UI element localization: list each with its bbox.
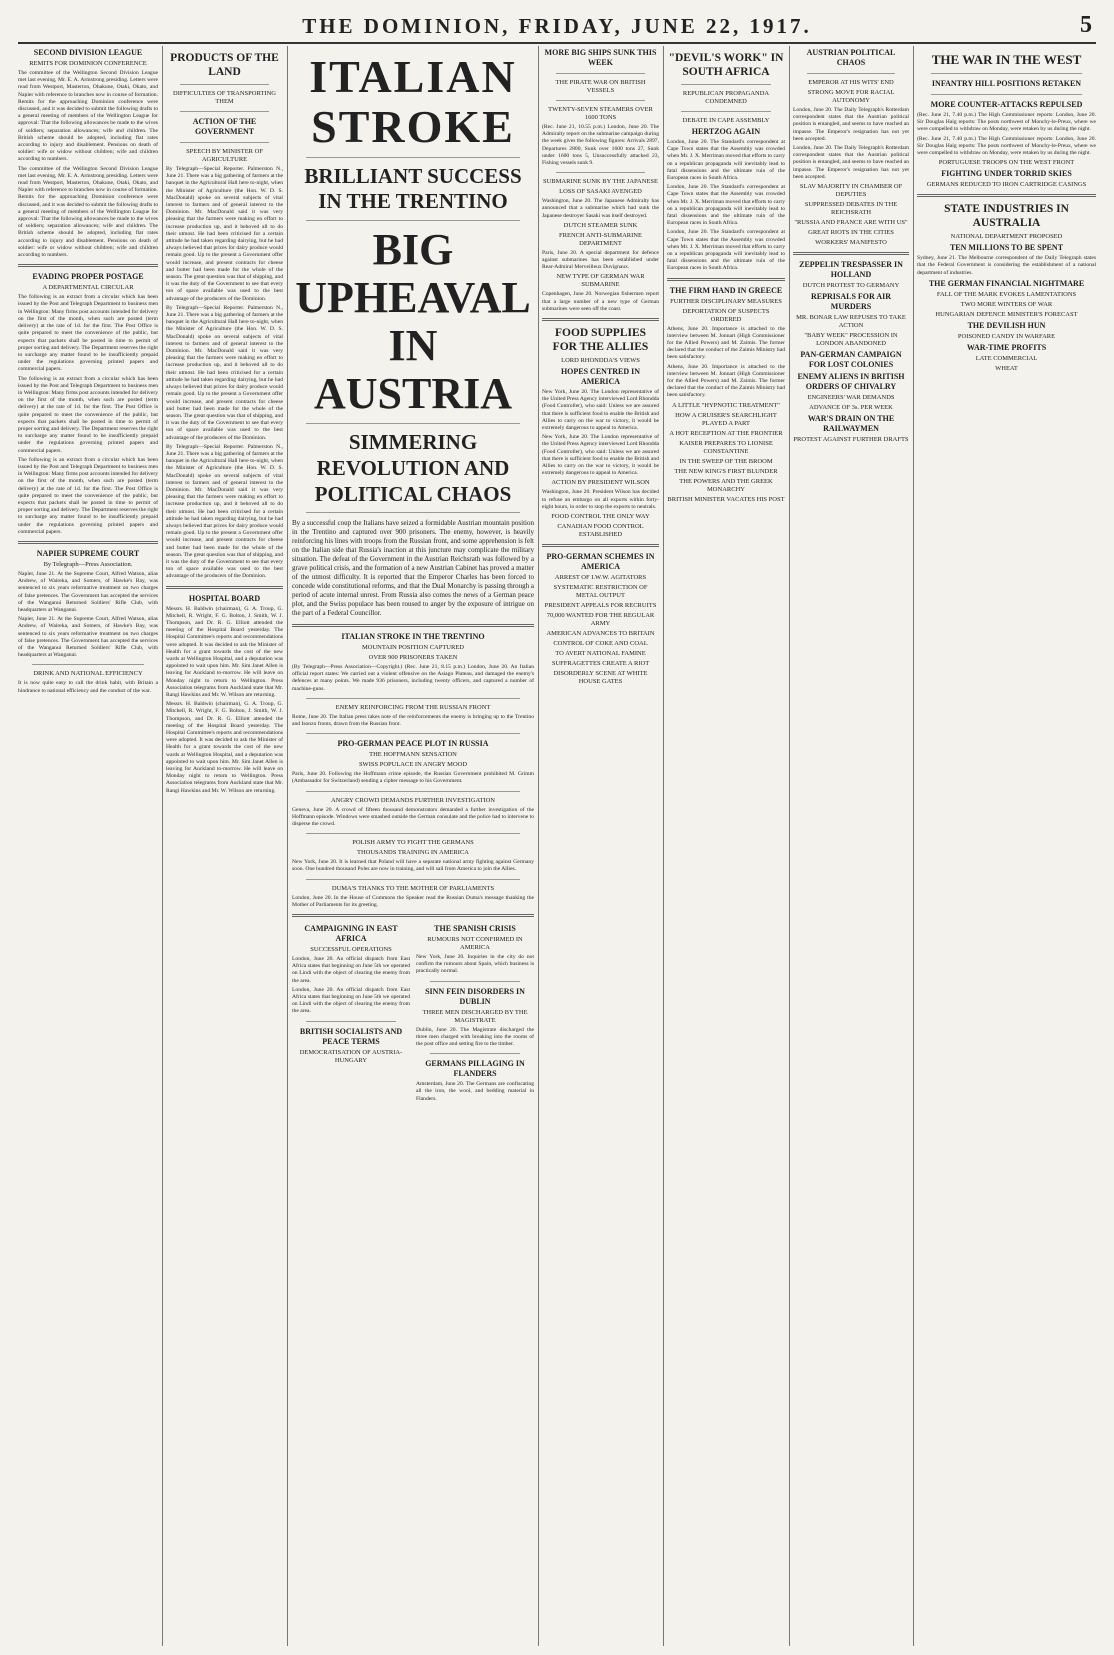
headline: SLAV MAJORITY IN CHAMBER OF DEPUTIES <box>799 183 903 199</box>
headline: ENEMY ALIENS IN BRITISH ORDERS OF CHIVALRY <box>797 372 905 392</box>
headline: WORKERS' MANIFESTO <box>815 239 887 247</box>
article-body: The committee of the Wellington Second Division League met last evening, Mr. E. A. Armstrong presiding. Letters were read from Westport, Masterton, Ohakune, Otaki, Okato, and Napier with reference to branches now in course of formation. Remits for the approaching Dominion conference were discussed, and it was decided to submit the following drafts to a general meeting of members of the Wellington League for approval: That the following allowances be made to the wives of soldiers; separation allowances; wife and children. The British scheme should be adopted, including flat rates according to injury and disablement. Pensions on death of soldier: wife or widow without children; wife and children according to numbers. <box>18 70 158 163</box>
subheadline: SUPPRESSED DEBATES IN THE REICHSRATH <box>804 201 898 217</box>
article-body: The following is an extract from a circular which has been issued by the Post and Telegraph Department to business men in Wellington: Many firms post accounts intended for delivery on the first of the month, when such are posted (term delivery) at the rate of 1d. for the first. The Post Office is quite prepared to meet the convenience of the public, but expects that packets shall be posted in time to permit of proper sorting and delivery. The Department reserves the right to surcharge any matter found to be insufficiently prepaid under the regulations governing printed papers and commercial papers. <box>18 456 158 535</box>
headline: MORE BIG SHIPS SUNK THIS WEEK <box>544 48 657 67</box>
subheadline: LOSS OF SASAKI AVENGED <box>559 188 642 196</box>
article-body: London, June 20. The Standard's correspondent at Cape Town states that the Assembly was crowded when Mr. J. X. Merriman moved that efforts to carry on a republican propaganda will inevitably lead to fatal dissensions and the ultimate ruin of the European races in South Africa. <box>667 139 785 182</box>
headline: SUBMARINE SUNK BY THE JAPANESE <box>543 178 658 186</box>
column-3 <box>292 46 534 1646</box>
article-body: By Telegraph—Special Reporter. Palmerston N., June 21. There was a big gathering of farmers at the banquet in the Agricultural Hall here to-night, when the Minister of Agriculture (the Hon. W. D. S. MacDonald) spoke on several subjects of vital interest to farmers and of general interest to the Dominion. Mr. MacDonald said it was very pleasing that the farmers were making en effort to increase production up, and it behoved all to do their utmost. He had been criticised for a certain attitude he had taken regarding dairying, but he had always believed that prices for dairy produce would remain good. Up to the present a Government offer would increase, and present contracts for cheese and butter had been made for the whole of the season. The great question was that of shipping, and it was the duty of the Government to see that every ton of space available was used to the best advantage of the producers of the Dominion. <box>166 443 283 580</box>
headline: PAN-GERMAN CAMPAIGN FOR LOST COLONIES <box>800 350 902 370</box>
column-6 <box>793 46 909 1646</box>
subheadline: ARREST OF I.W.W. AGITATORS <box>554 574 647 582</box>
article-body: Paris, June 20. Following the Hoffmann crime episode, the Russian Government prohibited M. Grimm (Ambassador for Switzerland) sending a cipher message to his Government. <box>292 771 534 785</box>
subheadline: HUNGARIAN DEFENCE MINISTER'S FORECAST <box>935 310 1078 318</box>
subheadline: DEPORTATION OF SUSPECTS ORDERED <box>682 307 770 323</box>
subheadline: SUCCESSFUL OPERATIONS <box>310 946 392 954</box>
divider <box>793 252 909 255</box>
article-body: By Telegraph—Special Reporter. Palmerston N., June 21. There was a big gathering of farmers at the banquet in the Agricultural Hall here to-night, when the Minister of Agriculture (the Hon. W. D. S. MacDonald) spoke on several subjects of vital interest to farmers and of general interest to the Dominion. Mr. MacDonald said it was very pleasing that the farmers were making en effort to increase production up, and it behoved all to do their utmost. He had been criticised for a certain attitude he had taken regarding dairying, but he had always believed that prices for dairy produce would remain good. Up to the present a Government offer would increase, and present contracts for cheese and butter had been made for the whole of the season. The great question was that of shipping, and it was the duty of the Government to see that every ton of space available was used to the best advantage of the producers of the Dominion. <box>166 304 283 441</box>
subheadline: MR. BONAR LAW REFUSES TO TAKE ACTION <box>796 314 906 330</box>
headline: GERMANS REDUCED TO IRON CARTRIDGE CASINGS <box>926 181 1087 189</box>
article-body: New York, June 20. Inquiries in the city do not confirm the rumours about Spain, which business is practically normal. <box>416 954 534 975</box>
article-body: Sydney, June 21. The Melbourne correspondent of the Daily Telegraph states that the Federal Government is considering the establishment of a national department of industries. <box>917 255 1096 276</box>
divider <box>556 100 645 101</box>
divider <box>180 142 269 143</box>
column-rule <box>663 46 664 1646</box>
article-body: Copenhagen, June 20. Norwegian fishermen report that a large number of a new type of German submarines were seen off the coast. <box>542 291 659 312</box>
subheadline: ADVANCE OF 3s. PER WEEK <box>809 404 893 412</box>
subheadline: DEBATE IN CAPE ASSEMBLY <box>682 117 770 124</box>
headline: A HOT RECEPTION AT THE FRONTIER <box>669 429 783 437</box>
subheadline: 70,000 WANTED FOR THE REGULAR ARMY <box>546 612 655 628</box>
subcolumn-left <box>292 922 410 1105</box>
masthead-title: THE DOMINION, FRIDAY, JUNE 22, 1917. <box>302 14 812 38</box>
article-body: London, June 20. The Daily Telegraph's Rotterdam correspondent states that the Austrian political position is entangled, and seems to have reached an impasse. The Emperor's resignation has not yet been accepted. <box>793 145 909 180</box>
headline: ENGINEERS' WAR DEMANDS <box>807 394 895 402</box>
divider <box>306 423 520 424</box>
article-body: London, June 20. An official dispatch from East Africa states that beginning on June 5th we operated on Lindi with the object of clearing the enemy from the area. <box>292 986 410 1015</box>
subheadline: OVER 900 PRISONERS TAKEN <box>368 654 458 661</box>
subheadline: DISORDERLY SCENE AT WHITE HOUSE GATES <box>553 670 648 686</box>
headline: KAISER PREPARES TO LIONISE CONSTANTINE <box>679 439 773 455</box>
divider <box>430 981 520 982</box>
subheadline: THOUSANDS TRAINING IN AMERICA <box>356 849 469 857</box>
headline: IN THE SWEEP OF THE BROOM <box>679 457 773 465</box>
divider <box>430 1053 520 1054</box>
divider <box>807 73 895 74</box>
subheadline: HOW A CRUISER'S SEARCHLIGHT PLAYED A PART <box>675 411 777 427</box>
article-body: Athens, June 20. Importance is attached to the interview between M. Jonnart (High Commissioner for the Allied Powers) and M. Zaimis. The former declared that the conduct of the Zaimis Ministry had been satisfactory. <box>667 363 785 399</box>
article-body: London, June 20. An official dispatch from East Africa states that beginning on June 5th we operated on Lindi with the object of clearing the enemy from the area. <box>292 956 410 984</box>
subheadline: NATIONAL DEPARTMENT PROPOSED <box>950 233 1063 241</box>
headline: THE POWERS AND THE GREEK MONARCHY <box>679 477 773 493</box>
subheadline: SPEECH BY MINISTER OF AGRICULTURE <box>186 148 263 163</box>
headline: EVADING PROPER POSTAGE <box>32 272 144 282</box>
headline: FOOD CONTROL THE ONLY WAY <box>551 513 650 521</box>
headline: BRITISH SOCIALISTS AND PEACE TERMS <box>299 1026 403 1046</box>
headline: "RUSSIA AND FRANCE ARE WITH US" <box>794 219 908 227</box>
subheadline: GREAT RIOTS IN THE CITIES <box>808 229 894 237</box>
headline: A LITTLE "HYPNOTIC TREATMENT" <box>672 401 780 409</box>
divider <box>306 220 520 221</box>
column-2 <box>166 46 283 1646</box>
headline: CAMPAIGNING IN EAST AFRICA <box>304 924 398 944</box>
subheadline: FALL OF THE MARK EVOKES LAMENTATIONS <box>936 290 1077 298</box>
headline: FOOD SUPPLIES FOR THE ALLIES <box>552 327 649 353</box>
headline: DUTCH STEAMER SUNK <box>563 221 638 229</box>
headline: THE GERMAN FINANCIAL NIGHTMARE <box>928 278 1085 288</box>
divider <box>306 157 520 158</box>
column-4 <box>542 46 659 1646</box>
headline: LATE COMMERCIAL <box>975 354 1038 362</box>
divider <box>917 194 1096 197</box>
headline: NEW TYPE OF GERMAN WAR SUBMARINE <box>556 273 645 289</box>
subheadline: INFANTRY HILL POSITIONS RETAKEN <box>931 79 1082 88</box>
article-body: London, June 20. In the House of Commons the Speaker read the Russian Duma's message thanking the Mother of Parliaments for its greeting. <box>292 894 534 908</box>
divider <box>306 791 520 792</box>
divider <box>542 318 659 321</box>
subheadline: PROTEST AGAINST FURTHER DRAFTS <box>793 436 909 444</box>
column-rule <box>162 46 163 1646</box>
divider <box>306 512 520 513</box>
subheadline: WHEAT <box>995 364 1018 372</box>
headline: DRINK AND NATIONAL EFFICIENCY <box>33 670 143 678</box>
subheadline: DEMOCRATISATION OF AUSTRIA-HUNGARY <box>299 1048 403 1064</box>
subheadline: ACTION OF THE GOVERNMENT <box>192 117 257 136</box>
headline: ENEMY REINFORCING FROM THE RUSSIAN FRONT <box>335 703 491 711</box>
divider <box>32 664 144 665</box>
divider <box>542 544 659 547</box>
headline: AMERICAN ADVANCES TO BRITAIN <box>546 630 655 638</box>
article-body: London, June 20. The Standard's correspondent at Cape Town states that the Assembly was crowded when Mr. J. X. Merriman moved that efforts to carry on a republican propaganda will inevitably lead to fatal dissensions and the ultimate ruin of the European races in South Africa. <box>667 229 785 272</box>
headline: HOSPITAL BOARD <box>188 593 261 603</box>
article-body: New York, June 20. The London representative of the United Press Agency interviewed Lord Rhondda (Food Controller), who said: Unless we are assured that there is sufficient food to enable the British and Allies to carry on the war to victory, it would be extremely dangerous to appeal to America. <box>542 434 659 477</box>
article-body: London, June 20. The Standard's correspondent at Cape Town states that the Assembly was crowded when Mr. J. X. Merriman moved that efforts to carry on a republican propaganda will inevitably lead to fatal dissensions and the ultimate ruin of the European races in South Africa. <box>667 184 785 227</box>
divider <box>306 1021 396 1022</box>
headline: ZEPPELIN TRESPASSER IN HOLLAND <box>799 260 903 280</box>
divider <box>681 111 771 112</box>
headline: TWO MORE WINTERS OF WAR <box>960 300 1053 308</box>
subheadline: TO AVERT NATIONAL FAMINE <box>555 650 646 658</box>
headline: PORTUGUESE TROOPS ON THE WEST FRONT <box>938 159 1075 167</box>
headline: AUSTRIAN POLITICAL CHAOS <box>806 48 896 67</box>
headline: SYSTEMATIC RESTRICTION OF METAL OUTPUT <box>553 584 648 600</box>
lead-paragraph: By a successful coup the Italians have seized a formidable Austrian mountain position in the Trentino and captured over 900 prisoners. The enemy, however, is heavily reinforcing his lines with troops from the Russian front, and some apprehension is felt on the Italian side that Russia's inaction at this juncture may complicate the military situation. The defeat of the Government in the Austrian Reichsrath was followed by a grave political crisis, and the formation of a new Austrian Cabinet has proved a matter of the utmost difficulty. It is reported that the Emperor Charles has been forced to concede wide constitutional reforms, and that the Dual Monarchy is passing through a period of acute internal unrest. From Russia also comes the news of a German peace plot, and the Swiss populace has been roused to anger by the exposure of intrigue on the part of a Federal Councillor. <box>292 519 534 617</box>
headline: PRESIDENT APPEALS FOR RECRUITS <box>544 602 657 610</box>
subheadline: LORD RHONDDA'S VIEWS <box>561 357 640 365</box>
divider <box>306 879 520 880</box>
headline: THE WAR IN THE WEST <box>931 52 1082 67</box>
headline: ACTION BY PRESIDENT WILSON <box>551 479 650 487</box>
subheadline: TWENTY-SEVEN STEAMERS OVER 1600 TONS <box>548 106 653 121</box>
column-rule <box>287 46 288 1646</box>
headline: PRODUCTS OF THE LAND <box>170 52 279 78</box>
headline: FIGHTING UNDER TORRID SKIES <box>941 169 1072 179</box>
subheadline: POISONED CANDY IN WARFARE <box>957 332 1056 340</box>
article-body: Dublin, June 20. The Magistrate discharged the three men charged with breaking into the rooms of the post office and setting fire to the timber. <box>416 1026 534 1048</box>
article-body: (By Telegraph—Press Association—Copyright.) (Rec. June 21, 8.15 p.m.) London, June 20. An Italian official report states: We carried out a violent offensive on the Asiago Plateau, and damaged the enemy's defences at many points. We made 936 prisoners, including twenty officers, and captured a number of machine-guns. <box>292 664 534 692</box>
headline: BRILLIANT SUCCESS IN THE TRENTINO <box>304 164 522 213</box>
headline: THE NEW KING'S FIRST BLUNDER <box>674 467 778 475</box>
headline: POLISH ARMY TO FIGHT THE GERMANS <box>352 839 474 847</box>
divider <box>180 111 269 112</box>
column-rule <box>789 46 790 1646</box>
headline: SUFFRAGETTES CREATE A RIOT <box>551 660 650 668</box>
column-5 <box>667 46 785 1646</box>
subheadline: By Telegraph—Press Association. <box>43 560 133 568</box>
headline: GERMANS PILLAGING IN FLANDERS <box>425 1059 525 1079</box>
subheadline: REMITS FOR DOMINION CONFERENCE <box>29 60 147 67</box>
article-body: Napier, June 21. At the Supreme Court, Alfred Watson, alias Andrew, of Waireka, and Somers, of Hawke's Bay, was sentenced to six years reformative treatment on two charges of false pretences. The Government has accepted the services of the Wanganui Returned Soldiers' Rifle Club, with headquarters at Wanganui. <box>18 570 158 613</box>
divider <box>18 541 158 544</box>
headline: "DEVIL'S WORK" IN SOUTH AFRICA <box>668 52 784 78</box>
headline: NAPIER SUPREME COURT <box>36 548 140 558</box>
subheadline: THE HOFFMANN SENSATION <box>369 751 457 759</box>
article-body: By Telegraph—Special Reporter. Palmerston N., June 21. There was a big gathering of farmers at the banquet in the Agricultural Hall here to-night, when the Minister of Agriculture (the Hon. W. D. S. MacDonald) spoke on several subjects of vital interest to farmers and of general interest to the Dominion. Mr. MacDonald said it was very pleasing that the farmers were making en effort to increase production up, and it behoved all to do their utmost. He had been criticised for a certain attitude he had taken regarding dairying, but he had always believed that prices for dairy produce would remain good. Up to the present a Government offer would increase, and present contracts for cheese and butter had been made for the whole of the season. The great question was that of shipping, and it was the duty of the Government to see that every ton of space available was used to the best advantage of the producers of the Dominion. <box>166 166 283 302</box>
headline: ITALIAN STROKE IN THE TRENTINO <box>341 632 485 641</box>
article-body: Messrs. H. Baldwin (chairman), G. A. Troup, G. Mitchell, R. Wright, F. G. Bolton, J. Smith, W. J. Thompson, and Dr. R. G. Elliott attended the meeting of the Hospital Board yesterday. The Hospital Committee's reports and recommendations were adopted. It was decided to ask the Minister of Health for a grant towards the cost of the new wards at Wellington Hospital, and a deputation was appointed to wait upon him. Mr. Sim Janet Allen is leaving for Auckland to-morrow. He will leave on Monday night to return to Wellington. Press Association telegrams from Auckland state that Mr. Rangi Hawkins and Mr. W. Wilson are returning. <box>166 701 283 794</box>
subheadline: MORE COUNTER-ATTACKS REPULSED <box>930 100 1083 109</box>
headline: STATE INDUSTRIES IN AUSTRALIA <box>944 203 1069 229</box>
headline: BIG UPHEAVAL IN AUSTRIA <box>295 225 531 418</box>
column-7 <box>917 46 1096 1646</box>
headline: ANGRY CROWD DEMANDS FURTHER INVESTIGATION <box>330 796 496 804</box>
headline: WAR'S DRAIN ON THE RAILWAYMEN <box>807 414 895 434</box>
article-body: New York, June 20. The London representative of the United Press Agency interviewed Lord Rhondda (Food Controller), who said: Unless we are assured that there is sufficient food to enable the British and Allies to carry on the war to victory, it would be extremely dangerous to appeal to America. <box>542 389 659 432</box>
article-body: New York, June 20. It is learned that Poland will have a separate national army fighting against Germany soon. One hundred thousand Poles are now in training, and will sail from America to join the Allies. <box>292 859 534 873</box>
subheadline: REPUBLICAN PROPAGANDA CONDEMNED <box>682 90 770 105</box>
article-body: Messrs. H. Baldwin (chairman), G. A. Troup, G. Mitchell, R. Wright, F. G. Bolton, J. Smith, W. J. Thompson, and Dr. R. G. Elliott attended the meeting of the Hospital Board yesterday. The Hospital Committee's reports and recommendations were adopted. It was decided to ask the Minister of Health for a grant towards the cost of the new wards at Wellington Hospital, and a deputation was appointed to wait upon him. Mr. Sim Janet Allen is leaving for Auckland to-morrow. He will leave on Monday night to return to Wellington. Press Association telegrams from Auckland state that Mr. Rangi Hawkins and Mr. W. Wilson are returning. <box>166 605 283 699</box>
subheadline: FURTHER DISCIPLINARY MEASURES <box>670 297 782 305</box>
divider <box>306 833 520 834</box>
column-rule <box>538 46 539 1646</box>
headline: PRO-GERMAN SCHEMES IN AMERICA <box>546 552 655 572</box>
article-body: (Rec. June 21, 7.40 p.m.) The High Commissioner reports: London, June 20. Sir Douglas Haig reports: The posts northwest of Monchy-le-Preux, where we were compelled to withdraw on Monday, were retaken by us during the night. <box>917 112 1096 133</box>
subheadline: HOPES CENTRED IN AMERICA <box>560 367 641 387</box>
article-body: (Rec. June 21, 10.55 p.m.) London, June 20. The Admiralty report on the submarine campaign during the week gives the following figures: Arrivals 2897, Departures 2800, Sunk over 1600 tons 27, Sunk under 1600 tons 5, Unsuccessfully attacked 23, Fishing vessels sunk 9. <box>542 124 659 167</box>
subheadline: THREE MEN DISCHARGED BY THE MAGISTRATE <box>422 1008 528 1024</box>
subheadline: MOUNTAIN POSITION CAPTURED <box>361 644 465 651</box>
headline: DUMA'S THANKS TO THE MOTHER OF PARLIAMENTS <box>331 884 495 892</box>
subcolumn-right <box>416 922 534 1105</box>
headline: SIMMERING REVOLUTION AND POLITICAL CHAOS <box>314 430 512 506</box>
divider <box>667 278 785 281</box>
article-body: Amsterdam, June 20. The Germans are confiscating all the iron, the wool, and bedding material in Flanders. <box>416 1081 534 1102</box>
headline: WAR-TIME PROFITS <box>966 342 1047 352</box>
headline: SINN FEIN DISORDERS IN DUBLIN <box>425 986 525 1006</box>
divider <box>292 914 534 917</box>
divider <box>306 733 520 734</box>
subheadline: TEN MILLIONS TO BE SPENT <box>949 243 1064 253</box>
divider <box>931 94 1082 95</box>
divider <box>556 172 645 173</box>
subheadline: DUTCH PROTEST TO GERMANY <box>802 282 900 290</box>
subheadline: EMPEROR AT HIS WITS' END <box>808 79 894 86</box>
article-body: It is now quite easy to call the drink habit, with Britain a hindrance to national efficiency and the conduct of the war. <box>18 680 158 694</box>
article-body: The following is an extract from a circular which has been issued by the Post and Telegraph Department to business men in Wellington: Many firms post accounts intended for delivery on the first of the month, when such are posted (term delivery) at the rate of 1d. for the first. The Post Office is quite prepared to meet the convenience of the public, but expects that packets shall be posted in time to permit of proper sorting and delivery. The Department reserves the right to surcharge any matter found to be insufficiently prepaid under the regulations governing printed papers and commercial papers. <box>18 294 158 373</box>
headline: "BABY WEEK" PROCESSION IN LONDON ABANDONED <box>804 332 898 348</box>
divider <box>931 73 1082 74</box>
divider <box>556 73 645 74</box>
article-body: Napier, June 21. At the Supreme Court, Alfred Watson, alias Andrew, of Waireka, and Somers, of Hawke's Bay, was sentenced to six years reformative treatment on two charges of false pretences. The Government has accepted the services of the Wanganui Returned Soldiers' Rifle Club, with headquarters at Wanganui. <box>18 616 158 659</box>
headline: PRO-GERMAN PEACE PLOT IN RUSSIA <box>337 739 489 749</box>
split-section <box>292 922 534 1105</box>
main-headline: ITALIAN STROKE <box>309 51 517 152</box>
column-1 <box>18 46 158 1646</box>
subheadline: DIFFICULTIES OF TRANSPORTING THEM <box>173 90 276 105</box>
divider <box>292 624 534 627</box>
article-body: London, June 20. The Daily Telegraph's Rotterdam correspondent states that the Austrian political position is entangled, and seems to have reached an impasse. The Emperor's resignation has not yet been accepted. <box>793 107 909 142</box>
page-number: 5 <box>1080 12 1092 38</box>
headline: HERTZOG AGAIN <box>691 127 761 136</box>
headline: FRENCH ANTI-SUBMARINE DEPARTMENT <box>559 231 642 247</box>
divider <box>180 84 269 85</box>
subheadline: A DEPARTMENTAL CIRCULAR <box>42 284 134 292</box>
article-body: Paris, June 20. A special department for defence against submarines has been established under Rear-Admiral Merveilleux Duvignaux. <box>542 249 659 271</box>
headline: BRITISH MINISTER VACATES HIS POST <box>667 495 785 503</box>
article-body: Geneva, June 20. A crowd of fifteen thousand demonstrators demanded a further investigation of the Hoffmann episode. Windows were smashed outside the German consulate and the police had to intervene to disperse the crowd. <box>292 806 534 828</box>
article-body: Athens, June 20. Importance is attached to the interview between M. Jonnart (High Commissioner for the Allied Powers) and M. Zaimis. The former declared that the conduct of the Zaimis Ministry had been satisfactory. <box>667 325 785 361</box>
article-body: Washington, June 20. The Japanese Admiralty has announced that a submarine which had sunk the Japanese destroyer Sasaki was itself destroyed. <box>542 198 659 219</box>
subheadline: THE PIRATE WAR ON BRITISH VESSELS <box>555 79 646 94</box>
masthead <box>18 8 1096 44</box>
headline: THE SPANISH CRISIS <box>434 924 516 934</box>
subheadline: STRONG MOVE FOR RACIAL AUTONOMY <box>807 89 895 104</box>
headline: CANADIAN FOOD CONTROL ESTABLISHED <box>557 523 644 539</box>
column-rule <box>913 46 914 1646</box>
headline: CONTROL OF COKE AND COAL <box>553 640 648 648</box>
subheadline: RUMOURS NOT CONFIRMED IN AMERICA <box>427 936 523 952</box>
headline: THE DEVILISH HUN <box>967 320 1046 330</box>
headline: REPRISALS FOR AIR MURDERS <box>810 292 891 312</box>
article-body: The committee of the Wellington Second Division League met last evening, Mr. E. A. Armstrong presiding. Letters were read from Westport, Masterton, Ohakune, Otaki, Okato, and Napier with reference to branches now in course of formation. Remits for the approaching Dominion conference were discussed, and it was decided to submit the following drafts to a general meeting of members of the Wellington League for approval: That the following allowances be made to the wives of soldiers; separation allowances; wife and children. The British scheme should be adopted, including flat rates according to injury and disablement. Pensions on death of soldier: wife or widow without children; wife and children according to numbers. <box>18 165 158 259</box>
subheadline: SWISS POPULACE IN ANGRY MOOD <box>358 761 468 769</box>
divider <box>681 84 771 85</box>
headline: SECOND DIVISION LEAGUE <box>33 48 143 57</box>
headline: THE FIRM HAND IN GREECE <box>669 285 783 295</box>
article-body: Washington, June 20. President Wilson has decided to refuse an embargo on all exports within forty-eight hours, in order to stop the exports to neutrals. <box>542 489 659 510</box>
divider <box>166 586 283 589</box>
article-body: The following is an extract from a circular which has been issued by the Post and Telegraph Department to business men in Wellington: Many firms post accounts intended for delivery on the first of the month, when such are posted (term delivery) at the rate of 1d. for the first. The Post Office is quite prepared to meet the convenience of the public, but expects that packets shall be posted in time to permit of proper sorting and delivery. The Department reserves the right to surcharge any matter found to be insufficiently prepaid under the regulations governing printed papers and commercial papers. <box>18 375 158 454</box>
article-body: Rome, June 20. The Italian press takes note of the reinforcements the enemy is bringing up to the Trentino and Isonzo fronts, drawn from the Russian front. <box>292 713 534 728</box>
article-body: (Rec. June 21, 7.40 p.m.) The High Commissioner reports: London, June 20. Sir Douglas Haig reports: The posts northwest of Monchy-le-Preux, where we were compelled to withdraw on Monday, were retaken by us during the night. <box>917 135 1096 157</box>
divider <box>18 264 158 267</box>
divider <box>306 698 520 699</box>
